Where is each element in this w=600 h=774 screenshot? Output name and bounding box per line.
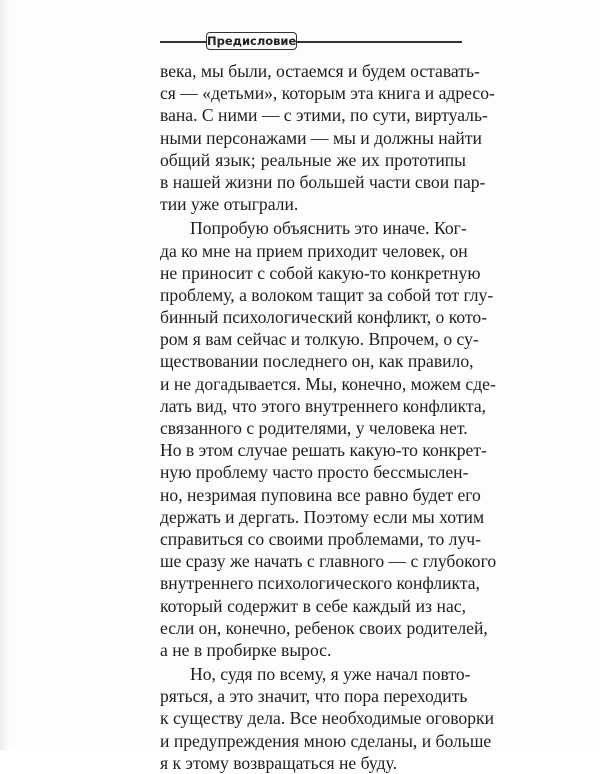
text-line: связанного с родителями, у человека нет.	[160, 418, 468, 438]
text-line: внутреннего психологического конфликта,	[160, 573, 480, 594]
text-line: вана. С ними — с этими, по сути, виртуаль-	[160, 105, 488, 126]
text-line: ществовании последнего он, как правило,	[160, 351, 474, 372]
paragraph-1	[160, 60, 495, 215]
text-line: Попробую объяснить это иначе. Ког-	[190, 218, 467, 239]
text-line: который содержит в себе каждый из нас,	[160, 595, 466, 616]
text-line: не приносит с собой какую-то конкретную	[160, 262, 481, 283]
text-line: общий язык; реальные же их прототипы	[160, 149, 466, 170]
text-line: лать вид, что этого внутреннего конфликта,	[160, 395, 487, 416]
text-line: но, незримая пуповина все равно будет его	[160, 484, 481, 505]
text-line: а не в пробирке вырос.	[160, 639, 332, 660]
text-line: века, мы были, остаемся и будем оставать-	[160, 61, 480, 81]
text-line: я к этому возвращаться не буду.	[160, 752, 397, 773]
text-line: проблему, а волоком тащит за собой тот глу-	[160, 284, 494, 305]
text-line: держать и дергать. Поэтому если мы хотим	[160, 506, 485, 527]
text-line: и предупреждения мною сделаны, и больше	[160, 730, 492, 751]
header-rule-right	[297, 41, 462, 43]
text-line: и не догадывается. Мы, конечно, можем сде-	[160, 373, 496, 394]
text-line: тии уже отыграли.	[160, 194, 299, 215]
text-line: ными персонажами — мы и должны найти	[160, 127, 482, 148]
text-line: в нашей жизни по большей части свои пар-	[160, 171, 486, 192]
text-line: справиться со своими проблемами, то луч-	[160, 528, 481, 549]
text-line: бинный психологический конфликт, о кото-	[160, 307, 488, 328]
section-title: Предисловие	[207, 34, 297, 48]
text-line: ряться, а это значит, что пора переходить	[160, 686, 468, 707]
page-edge-shadow	[0, 0, 10, 750]
text-line: ром я вам сейчас и толкую. Впрочем, о су-	[160, 329, 479, 350]
running-header	[160, 32, 462, 50]
text-line: если он, конечно, ребенок своих родителей,	[160, 617, 488, 638]
paragraph-2	[160, 217, 497, 661]
text-line: да ко мне на прием приходит человек, он	[160, 240, 468, 261]
header-rule-left	[160, 41, 206, 43]
text-line: Но в этом случае решать какую-то конкрет-	[160, 440, 487, 461]
text-line: ную проблему часто просто бессмыслен-	[160, 462, 469, 483]
text-line: ше сразу же начать с главного — с глубокого	[160, 551, 497, 572]
text-line: ся — «детьми», которым эта книга и адресо-	[160, 83, 495, 104]
text-line: к существу дела. Все необходимые оговорки	[160, 708, 494, 729]
paragraph-3	[160, 663, 494, 774]
body-text	[160, 60, 497, 774]
text-line: Но, судя по всему, я уже начал повто-	[190, 664, 471, 685]
